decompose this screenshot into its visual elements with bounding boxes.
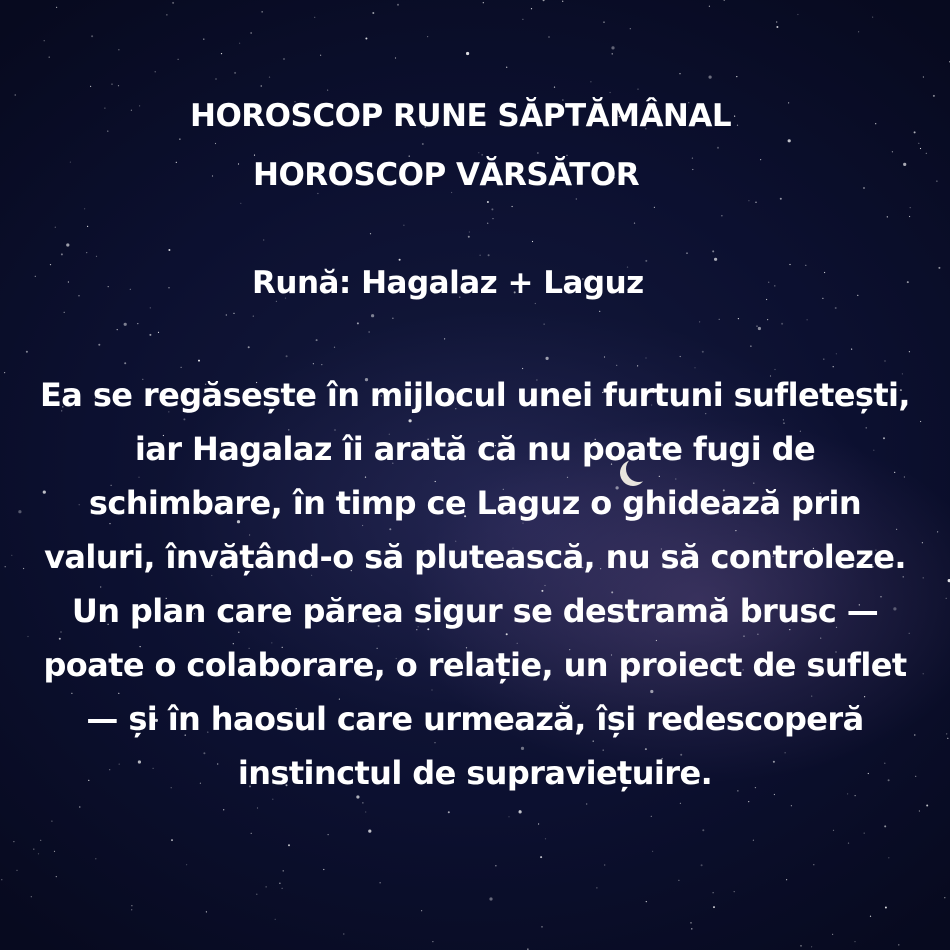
star — [738, 318, 739, 319]
star — [38, 853, 39, 854]
star — [279, 883, 280, 884]
star — [946, 733, 947, 734]
star — [254, 155, 255, 156]
star — [907, 281, 909, 283]
star — [610, 92, 611, 93]
star — [854, 941, 855, 942]
star — [111, 84, 112, 85]
star — [314, 17, 315, 18]
star — [709, 6, 710, 7]
star — [805, 265, 806, 266]
star — [937, 531, 938, 532]
star — [885, 907, 887, 909]
star — [926, 153, 927, 154]
star — [554, 87, 555, 88]
star — [680, 356, 681, 357]
star — [495, 865, 496, 866]
star — [535, 303, 536, 304]
star — [645, 260, 647, 262]
star — [107, 131, 108, 132]
star — [172, 2, 174, 4]
star — [734, 891, 735, 892]
star — [755, 202, 756, 203]
star — [68, 281, 69, 282]
star — [604, 864, 605, 865]
star — [108, 286, 109, 287]
star — [313, 363, 314, 364]
star — [158, 332, 159, 333]
star — [96, 256, 97, 257]
star — [372, 12, 374, 14]
star — [652, 851, 653, 852]
star — [253, 316, 254, 317]
star — [702, 829, 704, 831]
star — [18, 510, 21, 513]
star — [238, 163, 239, 164]
star — [55, 227, 56, 228]
star — [421, 910, 422, 911]
star — [186, 864, 187, 865]
star — [98, 344, 100, 346]
star — [31, 896, 32, 897]
star — [368, 830, 371, 833]
star — [544, 324, 545, 325]
star — [914, 734, 915, 735]
star — [692, 169, 693, 170]
star — [61, 253, 63, 255]
star — [482, 154, 483, 155]
star — [858, 31, 859, 32]
star — [448, 811, 450, 813]
star — [491, 208, 493, 210]
star — [54, 851, 55, 852]
star — [399, 259, 401, 261]
star — [737, 125, 738, 126]
star — [947, 738, 948, 739]
star — [903, 163, 906, 166]
star — [813, 864, 814, 865]
star — [40, 840, 41, 841]
star — [807, 319, 808, 320]
star — [44, 40, 45, 41]
star — [35, 276, 36, 277]
star — [124, 323, 127, 326]
star — [266, 886, 267, 887]
star — [487, 223, 488, 224]
star — [233, 313, 234, 314]
star — [468, 236, 470, 238]
star — [699, 321, 700, 322]
star — [679, 73, 680, 74]
star — [719, 319, 720, 320]
star — [215, 143, 216, 144]
star — [851, 349, 852, 350]
star — [690, 922, 691, 923]
star — [701, 864, 703, 866]
star — [909, 351, 910, 352]
star — [49, 57, 50, 58]
star — [604, 356, 605, 357]
star — [724, 0, 725, 1]
star — [781, 323, 783, 325]
star — [566, 155, 567, 156]
star — [316, 339, 318, 341]
star — [712, 250, 714, 252]
star — [776, 26, 778, 28]
star — [131, 905, 132, 906]
star — [713, 906, 715, 908]
star — [922, 542, 923, 543]
star — [91, 35, 93, 37]
star — [800, 945, 801, 946]
star — [403, 225, 404, 226]
star — [240, 203, 241, 204]
star — [492, 218, 493, 219]
star — [16, 870, 17, 871]
star — [926, 805, 928, 807]
star — [944, 897, 945, 898]
star — [27, 636, 28, 637]
star — [328, 834, 329, 835]
star — [288, 844, 290, 846]
star — [212, 175, 213, 176]
star — [1, 879, 2, 880]
star — [576, 198, 577, 199]
star — [150, 307, 151, 308]
star — [104, 108, 105, 109]
star — [5, 566, 6, 567]
star — [872, 17, 873, 18]
star — [282, 888, 283, 889]
star — [343, 933, 344, 934]
star — [320, 55, 321, 56]
star — [758, 327, 761, 330]
star — [422, 143, 424, 145]
star — [892, 151, 893, 152]
star — [257, 807, 258, 808]
star — [596, 887, 597, 888]
star — [836, 353, 837, 354]
star — [444, 338, 445, 339]
star — [531, 8, 532, 9]
star — [263, 239, 264, 240]
star — [750, 346, 751, 347]
star — [215, 78, 216, 79]
star — [522, 19, 523, 20]
star — [508, 816, 509, 817]
star — [736, 76, 737, 77]
star — [56, 7, 57, 8]
star — [511, 206, 512, 207]
star — [56, 876, 57, 877]
star — [370, 233, 371, 234]
star — [753, 840, 754, 841]
star — [811, 946, 812, 947]
star — [637, 365, 638, 366]
star — [487, 201, 489, 203]
star — [206, 911, 207, 912]
star — [397, 4, 399, 6]
star — [713, 892, 714, 893]
star — [923, 673, 924, 674]
star — [884, 825, 886, 827]
star — [833, 830, 834, 831]
star — [857, 295, 858, 296]
star — [64, 312, 65, 313]
star — [797, 14, 798, 15]
star — [149, 334, 151, 336]
star — [888, 857, 889, 858]
star — [887, 216, 888, 217]
star — [248, 346, 250, 348]
star — [788, 139, 791, 142]
star — [203, 39, 204, 40]
star — [702, 351, 704, 353]
star — [766, 299, 767, 300]
star — [469, 231, 470, 232]
star — [130, 289, 131, 290]
star — [286, 355, 288, 357]
star — [283, 58, 284, 59]
star — [86, 252, 87, 253]
star — [586, 803, 587, 804]
star — [823, 359, 824, 360]
star — [365, 38, 367, 40]
star — [369, 331, 370, 332]
star — [920, 148, 921, 149]
star — [936, 181, 937, 182]
star — [538, 823, 539, 824]
star — [767, 319, 768, 320]
star — [938, 267, 940, 269]
star — [334, 347, 335, 348]
star — [760, 159, 761, 160]
star — [362, 802, 363, 803]
star — [646, 901, 647, 902]
star — [909, 216, 910, 217]
star — [603, 22, 604, 23]
star — [131, 909, 132, 910]
star — [117, 329, 118, 330]
star — [884, 360, 885, 361]
star — [262, 11, 263, 12]
star — [686, 253, 687, 254]
star — [90, 86, 91, 87]
star — [33, 849, 34, 850]
star — [168, 249, 170, 251]
star — [480, 255, 481, 256]
star — [166, 14, 167, 15]
star — [898, 944, 899, 945]
star — [864, 833, 865, 834]
star — [786, 879, 787, 880]
star — [323, 869, 324, 870]
star — [691, 928, 692, 929]
star — [548, 36, 549, 37]
star — [532, 241, 533, 242]
star — [357, 322, 359, 324]
star — [848, 843, 849, 844]
star — [920, 421, 921, 422]
star — [176, 162, 177, 163]
star — [4, 372, 5, 373]
star — [933, 95, 935, 97]
star — [540, 856, 542, 858]
star — [79, 806, 80, 807]
star — [78, 295, 79, 296]
star — [118, 85, 119, 86]
star — [654, 207, 655, 208]
star — [392, 318, 393, 319]
star — [562, 1, 563, 2]
star — [918, 143, 919, 144]
star — [541, 926, 542, 927]
star — [923, 76, 924, 77]
star — [155, 71, 156, 72]
star — [863, 187, 865, 189]
star — [137, 323, 138, 324]
star — [611, 46, 614, 49]
star — [95, 858, 96, 859]
star — [51, 821, 52, 822]
star — [251, 32, 252, 33]
star — [124, 362, 126, 364]
star — [946, 598, 947, 599]
star — [26, 351, 28, 353]
star — [483, 2, 484, 3]
star — [198, 360, 200, 362]
star — [791, 805, 792, 806]
star — [395, 57, 396, 58]
star — [168, 287, 169, 288]
star — [15, 94, 16, 95]
star — [179, 139, 180, 140]
star — [910, 207, 911, 208]
star — [489, 897, 492, 900]
star — [692, 158, 693, 159]
star — [923, 577, 924, 578]
star — [321, 364, 322, 365]
star — [11, 555, 12, 556]
star — [714, 258, 717, 261]
star — [789, 264, 790, 265]
star — [380, 882, 381, 883]
star — [84, 208, 85, 209]
star — [234, 72, 236, 74]
star — [427, 36, 428, 37]
rune-heading: Rună: Hagalaz + Laguz — [252, 265, 644, 301]
star — [919, 810, 920, 811]
star — [748, 801, 749, 802]
star — [118, 49, 119, 50]
star — [13, 841, 14, 842]
star — [131, 110, 132, 111]
star — [824, 272, 825, 273]
star — [832, 934, 833, 935]
star — [835, 307, 837, 309]
star — [734, 116, 735, 117]
horoscope-body-text: Ea se regăsește în mijlocul unei furtuni sufletești, iar Hagalaz îi arată că nu poate fugi de schimbare, în timp ce Laguz o ghidează prin valuri, învățând-o să plutească, nu să controleze. Un plan care părea sigur se destramă brusc — poate o colaborare, o relație, un proiect de suflet — și în haosul care urmează, își redescoperă instinctul de supraviețuire. — [40, 376, 910, 792]
star — [780, 198, 782, 200]
star — [239, 43, 240, 44]
star — [870, 916, 871, 917]
title-line-2: HOROSCOP VĂRSĂTOR — [253, 157, 640, 193]
star — [478, 152, 479, 153]
star — [365, 811, 366, 812]
star — [709, 76, 712, 79]
star — [178, 59, 179, 60]
star — [488, 254, 490, 256]
star — [630, 28, 631, 29]
star — [822, 298, 823, 299]
star — [546, 357, 549, 360]
star — [432, 941, 433, 942]
star — [223, 809, 224, 810]
star — [651, 816, 652, 817]
title-line-1: HOROSCOP RUNE SĂPTĂMÂNAL — [190, 98, 732, 134]
star — [768, 282, 769, 283]
star — [637, 89, 638, 90]
star — [590, 81, 591, 82]
star — [519, 810, 522, 813]
star — [616, 365, 617, 366]
star — [87, 226, 88, 227]
star — [678, 880, 679, 881]
star — [317, 193, 318, 194]
star — [283, 870, 284, 871]
star — [371, 314, 374, 317]
star — [543, 0, 545, 1]
star — [221, 53, 222, 54]
star — [139, 105, 140, 106]
star — [915, 776, 916, 777]
star — [23, 568, 24, 569]
star — [875, 123, 876, 124]
star — [50, 264, 51, 265]
star — [545, 838, 546, 839]
star — [748, 200, 749, 201]
star — [914, 131, 916, 133]
star — [269, 77, 270, 78]
star — [612, 53, 613, 54]
star — [466, 52, 469, 55]
star — [66, 243, 69, 246]
star — [645, 357, 646, 358]
star — [327, 90, 328, 91]
star — [171, 839, 173, 841]
star — [226, 314, 227, 315]
star — [506, 67, 507, 68]
star — [256, 894, 257, 895]
star — [776, 21, 777, 22]
star — [634, 223, 635, 224]
star — [756, 326, 757, 327]
star — [251, 833, 252, 834]
star — [275, 919, 276, 920]
star — [599, 311, 600, 312]
star — [261, 85, 262, 86]
star — [788, 102, 789, 103]
star — [721, 215, 722, 216]
star — [537, 152, 538, 153]
star — [774, 285, 775, 286]
star — [680, 803, 681, 804]
star — [70, 162, 71, 163]
star — [717, 147, 719, 149]
